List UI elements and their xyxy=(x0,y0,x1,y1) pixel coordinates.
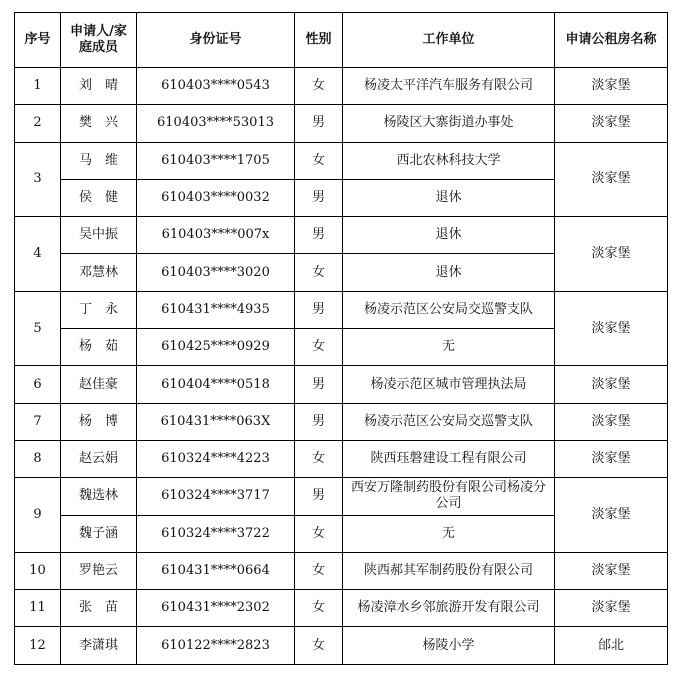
cell-work: 西北农林科技大学 xyxy=(343,142,555,179)
table-row xyxy=(15,366,668,403)
cell-id: 610403****0032 xyxy=(137,179,295,216)
cell-name: 杨 博 xyxy=(61,403,137,440)
cell-id: 610403****007x xyxy=(137,217,295,254)
cell-housing: 淡家堡 xyxy=(555,403,668,440)
cell-id: 610431****2302 xyxy=(137,590,295,627)
table-row xyxy=(15,142,668,179)
cell-gender: 男 xyxy=(295,105,343,142)
cell-work: 杨陵区大寨街道办事处 xyxy=(343,105,555,142)
cell-name: 樊 兴 xyxy=(61,105,137,142)
cell-housing: 淡家堡 xyxy=(555,440,668,477)
cell-id: 610403****53013 xyxy=(137,105,295,142)
header-work: 工作单位 xyxy=(343,13,555,68)
cell-name: 丁 永 xyxy=(61,291,137,328)
cell-id: 610425****0929 xyxy=(137,329,295,366)
cell-no: 9 xyxy=(15,478,61,553)
table-row xyxy=(15,478,668,515)
header-applicant: 申请人/家庭成员 xyxy=(61,13,137,68)
cell-work: 陕西郝其军制药股份有限公司 xyxy=(343,552,555,589)
table-body xyxy=(15,68,668,665)
cell-housing: 淡家堡 xyxy=(555,105,668,142)
cell-gender: 男 xyxy=(295,478,343,515)
cell-id: 610403****3020 xyxy=(137,254,295,291)
cell-name: 邓慧林 xyxy=(61,254,137,291)
cell-no: 2 xyxy=(15,105,61,142)
cell-housing: 淡家堡 xyxy=(555,552,668,589)
cell-housing: 淡家堡 xyxy=(555,217,668,292)
table-row xyxy=(15,403,668,440)
cell-id: 610324****3722 xyxy=(137,515,295,552)
cell-no: 3 xyxy=(15,142,61,217)
cell-name: 罗艳云 xyxy=(61,552,137,589)
cell-work: 无 xyxy=(343,515,555,552)
cell-gender: 男 xyxy=(295,403,343,440)
cell-work: 退休 xyxy=(343,179,555,216)
cell-no: 11 xyxy=(15,590,61,627)
cell-gender: 女 xyxy=(295,440,343,477)
cell-no: 10 xyxy=(15,552,61,589)
cell-name: 李潇琪 xyxy=(61,627,137,664)
cell-work: 杨凌示范区公安局交巡警支队 xyxy=(343,403,555,440)
table-row xyxy=(15,552,668,589)
cell-name: 魏子涵 xyxy=(61,515,137,552)
header-row xyxy=(15,13,668,68)
cell-id: 610122****2823 xyxy=(137,627,295,664)
cell-no: 12 xyxy=(15,627,61,664)
table-row xyxy=(15,590,668,627)
cell-gender: 女 xyxy=(295,254,343,291)
cell-no: 7 xyxy=(15,403,61,440)
cell-gender: 女 xyxy=(295,590,343,627)
cell-work: 杨凌漳水乡邻旅游开发有限公司 xyxy=(343,590,555,627)
cell-work: 西安万隆制药股份有限公司杨凌分公司 xyxy=(343,478,555,515)
cell-work: 退休 xyxy=(343,217,555,254)
cell-gender: 女 xyxy=(295,627,343,664)
cell-id: 610404****0518 xyxy=(137,366,295,403)
cell-housing: 淡家堡 xyxy=(555,142,668,217)
cell-no: 1 xyxy=(15,68,61,105)
table-row xyxy=(15,440,668,477)
cell-id: 610431****4935 xyxy=(137,291,295,328)
header-id: 身份证号 xyxy=(137,13,295,68)
cell-id: 610403****0543 xyxy=(137,68,295,105)
table-row xyxy=(15,68,668,105)
cell-housing: 淡家堡 xyxy=(555,68,668,105)
cell-no: 8 xyxy=(15,440,61,477)
cell-work: 陕西珏磐建设工程有限公司 xyxy=(343,440,555,477)
cell-no: 6 xyxy=(15,366,61,403)
cell-id: 610324****3717 xyxy=(137,478,295,515)
cell-name: 张 苗 xyxy=(61,590,137,627)
table-row xyxy=(15,105,668,142)
cell-gender: 女 xyxy=(295,142,343,179)
cell-gender: 女 xyxy=(295,552,343,589)
cell-work: 杨凌示范区城市管理执法局 xyxy=(343,366,555,403)
header-housing: 申请公租房名称 xyxy=(555,13,668,68)
cell-no: 4 xyxy=(15,217,61,292)
cell-work: 无 xyxy=(343,329,555,366)
cell-gender: 男 xyxy=(295,217,343,254)
cell-name: 刘 晴 xyxy=(61,68,137,105)
cell-id: 610431****063X xyxy=(137,403,295,440)
cell-housing: 淡家堡 xyxy=(555,366,668,403)
cell-name: 杨 茹 xyxy=(61,329,137,366)
table-row xyxy=(15,217,668,254)
cell-gender: 男 xyxy=(295,179,343,216)
cell-no: 5 xyxy=(15,291,61,366)
cell-gender: 女 xyxy=(295,515,343,552)
cell-gender: 男 xyxy=(295,366,343,403)
header-no: 序号 xyxy=(15,13,61,68)
cell-housing: 淡家堡 xyxy=(555,291,668,366)
cell-id: 610324****4223 xyxy=(137,440,295,477)
cell-name: 马 维 xyxy=(61,142,137,179)
cell-gender: 女 xyxy=(295,329,343,366)
cell-name: 魏选林 xyxy=(61,478,137,515)
table-row xyxy=(15,627,668,664)
cell-name: 赵佳豪 xyxy=(61,366,137,403)
cell-name: 赵云娟 xyxy=(61,440,137,477)
cell-work: 杨陵小学 xyxy=(343,627,555,664)
header-gender: 性别 xyxy=(295,13,343,68)
cell-housing: 淡家堡 xyxy=(555,590,668,627)
cell-name: 吴中振 xyxy=(61,217,137,254)
cell-gender: 男 xyxy=(295,291,343,328)
cell-work: 退休 xyxy=(343,254,555,291)
cell-work: 杨凌太平洋汽车服务有限公司 xyxy=(343,68,555,105)
cell-id: 610403****1705 xyxy=(137,142,295,179)
cell-housing: 邰北 xyxy=(555,627,668,664)
cell-id: 610431****0664 xyxy=(137,552,295,589)
table-row xyxy=(15,291,668,328)
cell-work: 杨凌示范区公安局交巡警支队 xyxy=(343,291,555,328)
cell-housing: 淡家堡 xyxy=(555,478,668,553)
cell-name: 侯 健 xyxy=(61,179,137,216)
applicant-table xyxy=(14,12,668,665)
cell-gender: 女 xyxy=(295,68,343,105)
